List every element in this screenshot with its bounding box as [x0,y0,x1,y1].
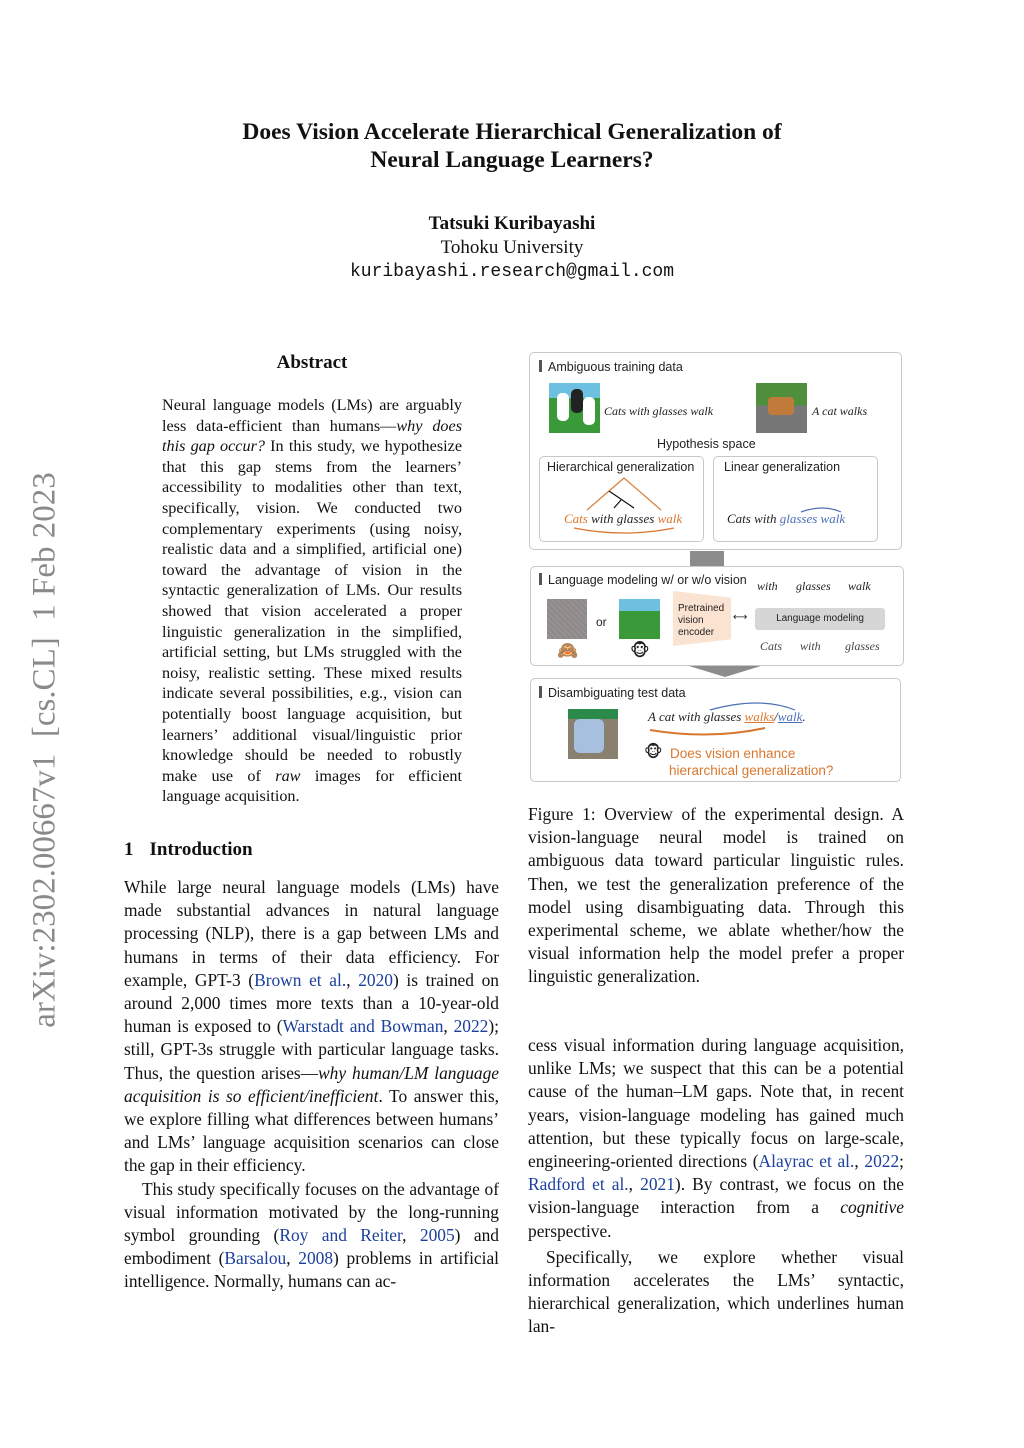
emphasis-text: why does this gap occur? [162,416,462,456]
caption-sentence: A cat walks [812,404,868,418]
output-token: with [757,579,778,593]
word: with glasses [591,511,655,526]
abstract-heading: Abstract [276,352,348,373]
citation-link[interactable]: Barsalou [224,1248,287,1269]
text-run: ) is trained on around 2,000 times more texts than a 10-year-old human is exposed to ( [124,969,499,1037]
test-sentence [648,709,806,725]
section-title: Introduction [149,839,253,860]
linear-arc [713,456,878,542]
citation-link[interactable]: Roy and Reiter [279,1225,403,1246]
section-number: 1 [124,839,134,860]
monkey-face-icon: 🐵 [630,641,650,660]
text-run: . To answer this, we explore filling what differences between humans’ and LMs’ language acquisition scenarios can close the gap in their efficiency. [124,1085,499,1176]
cartoon-cats-image [549,383,600,433]
citation-link[interactable]: 2005 [419,1225,455,1246]
intro-body [124,876,499,1294]
paragraph [124,1178,499,1294]
citation-link[interactable]: 2021 [640,1174,675,1195]
bidirectional-arrow-icon: ⟷ [733,612,748,623]
output-token: glasses [796,579,831,593]
text-run: ) problems in artificial intelligence. Normally, humans can ac- [124,1248,500,1292]
panel-heading: Language modeling w/ or w/o vision [539,573,747,587]
monkey-face-icon: 🐵 [644,744,663,761]
figure-caption: Figure 1: Overview of the experimental design. A vision-language neural model is trained on ambiguous data toward particular linguistic rules. Then, we test the generalization preference of the model using disambiguating data. Through this experimental scheme, we ablate whether/how the visual information help the model prefer a proper linguistic generalization. [528,804,904,987]
title-line: Neural Language Learners? [370,147,654,173]
hierarchical-label: Hierarchical generalization [547,460,695,474]
output-token: walk [848,579,871,593]
text-run: ). By contrast, we focus on the vision-language interaction from a [528,1174,904,1218]
noise-image [547,599,587,639]
emphasis-text: why human/LM language acquisition is so efficient/inefficient [124,1062,499,1106]
text-run: Neural language models (LMs) are arguably less data-efficient than humans— [162,396,462,435]
affiliation: Tohoku University [440,237,584,258]
text-run: ) and embodiment ( [124,1225,499,1269]
panel-heading: Ambiguous training data [539,360,683,374]
emphasis-text: raw [275,766,301,785]
author-block [0,212,1024,284]
text-run: , [286,1248,299,1269]
citation-link[interactable]: 2022 [453,1016,489,1037]
cat-photo [756,383,807,433]
title-line: Does Vision Accelerate Hierarchical Generalization of [242,119,782,145]
or-label: or [596,615,607,629]
encoder-label: Pretrained vision encoder [678,603,725,638]
arxiv-stamp[interactable]: arXiv:2302.00667v1 [cs.CL] 1 Feb 2023 [26,472,63,1028]
text-run: , [346,969,359,990]
text-run: , [443,1016,454,1037]
see-no-evil-monkey-icon: 🙈 [557,641,579,660]
text-run: This study specifically focuses on the advantage of visual information motivated by the long-running symbol grounding ( [124,1178,499,1246]
word: glasses walk [779,511,846,526]
abstract-body [162,395,462,807]
right-column-body [528,1034,904,1339]
down-arrow-icon [689,666,761,677]
option-walk: walk [777,709,803,724]
input-token: glasses [845,639,880,653]
paragraph [124,876,499,1178]
citation-link[interactable]: Alayrac et al. [758,1151,855,1172]
word: Cats [564,511,588,526]
text-run: In this study, we hypothesize that this gap stems from the learners’ accessibility to modalities other than text, specifically, vision. We conducted two complementary experiments (using noisy, realistic data and a simplified, artificial one) toward the advantage of vision in the syntactic generalization of LMs. Our results showed that vision accelerated a proper linguistic generalization in the simplified, artificial setting, but LMs struggled with the noisy, realistic setting. These mixed results indicate several possibilities, e.g., vision can potentially boost language acquisition, but learners’ additional visual/linguistic prior knowledge should be needed to robustly make use of [162,437,463,785]
research-question: Does vision enhance hierarchical generalization? [669,746,834,778]
word: Cats with [727,511,777,526]
panel-heading: Disambiguating test data [539,686,686,700]
text-run: images for efficient language acquisition. [162,766,462,806]
citation-link[interactable]: Warstadt and Bowman [282,1016,444,1037]
cat-with-glasses-photo [568,709,618,759]
linear-sentence [727,511,845,527]
paper-title [0,118,1024,174]
section-heading [124,839,269,861]
text-run: Specifically, we explore whether visual information accelerates the LMs’ syntactic, hierarchical generalization, which underlines human lan- [528,1246,904,1337]
citation-link[interactable]: 2022 [864,1151,900,1172]
citation-link[interactable]: Brown et al. [254,969,347,990]
author-name: Tatsuki Kuribayashi [428,213,596,234]
tree-diagram [539,456,704,542]
word: walk [657,511,683,526]
connector [690,551,724,566]
citation-link[interactable]: Radford et al. [528,1174,629,1195]
option-walks: walks [744,709,775,724]
input-token: with [800,639,821,653]
emphasis-text: cognitive [840,1197,904,1218]
citation-link[interactable]: 2008 [298,1248,334,1269]
text-run: ); still, GPT-3s struggle with particular language tasks. Thus, the question arises— [124,1016,499,1083]
language-modeling-block: Language modeling [755,608,885,630]
paragraph [528,1034,904,1243]
hier-sentence [564,511,682,527]
text-run: , [628,1174,641,1195]
input-token: Cats [760,639,783,653]
word: A cat with glasses [648,709,745,724]
citation-link[interactable]: 2020 [358,969,393,990]
period: . [802,709,806,724]
separator: / [774,709,778,724]
text-run: perspective. [528,1220,612,1241]
text-run: , [854,1151,865,1172]
author-email[interactable]: kuribayashi.research@gmail.com [349,262,675,282]
linear-label: Linear generalization [724,460,841,474]
text-run: While large neural language models (LMs) have made substantial advances in natural language processing (NLP), there is a gap between LMs and humans in terms of their data efficiency. For example, GPT-3 ( [124,877,499,990]
text-run: , [402,1225,420,1246]
text-run: ; [899,1151,904,1172]
text-run: cess visual information during language acquisition, unlike LMs; we suspect that this can be a potential cause of the human–LM gaps. Note that, in recent years, vision-language modeling has gained much attention, but these typically focus on large-scale, engineering-oriented directions ( [528,1035,904,1172]
paragraph [528,1246,904,1339]
cartoon-cats-image [619,599,660,639]
caption-sentence: Cats with glasses walk [604,404,714,418]
hypothesis-space-label: Hypothesis space [657,437,756,451]
